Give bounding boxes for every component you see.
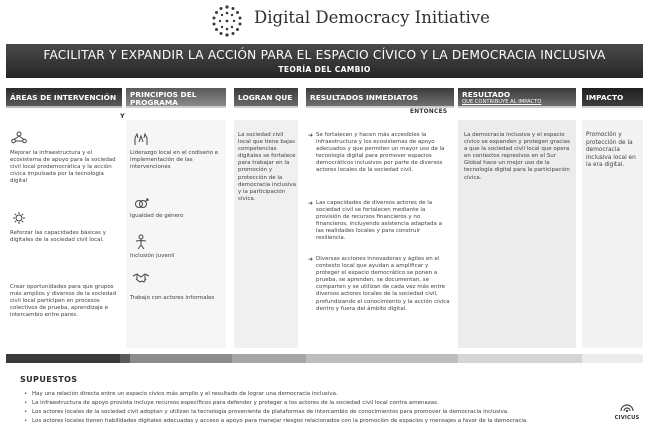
column-impacto bbox=[582, 120, 643, 348]
column-header-label: RESULTADO bbox=[462, 90, 511, 99]
immediate-result-item bbox=[308, 256, 450, 313]
column-logran bbox=[234, 120, 298, 348]
logran-text: La sociedad civil local que tiene bajas competencias digitales se fortalece para trabajar en la promoción y protección de la democracia inclusiva y la participación cívica. bbox=[238, 132, 296, 202]
page-subtitle: TEORÍA DEL CAMBIO bbox=[278, 65, 371, 74]
assumption-item: • Los actores locales tienen habilidades digitales adecuadas y acceso a apoyo para manejar riesgos relacionados con la promoción de espacios y mensajes a favor de la democracia. bbox=[24, 417, 604, 426]
principle-item: Igualdad de género bbox=[130, 213, 184, 219]
progress-segment bbox=[130, 354, 232, 363]
civicus-logo bbox=[612, 398, 642, 428]
connector-entonces: ENTONCES bbox=[410, 109, 448, 115]
column-header-label: IMPACTO bbox=[586, 93, 624, 102]
immediate-result-item bbox=[308, 132, 450, 175]
connector-y: Y bbox=[120, 112, 125, 120]
organization-name: Digital Democracy Initiative bbox=[254, 8, 490, 27]
column-principios bbox=[126, 120, 226, 348]
raised-hands-icon bbox=[132, 130, 150, 146]
column-resultados-inmediatos bbox=[306, 120, 454, 348]
column-header-logran bbox=[234, 88, 298, 108]
civicus-name: CIVICUS bbox=[614, 415, 640, 421]
column-header-impacto bbox=[582, 88, 643, 108]
column-header-label: LOGRAN QUE bbox=[238, 93, 293, 102]
assumption-item: • La infraestructura de apoyo provista incluye recursos específicos para defender y proteger a los actores de la sociedad civil local contra amenazas. bbox=[24, 399, 604, 408]
resultado-text: La democracia inclusiva y el espacio cívico se expanden y protegen gracias a que la sociedad civil local que opera en contextos represivos en el Sur Global hace un mejor uso de la tecnología digital para la participación cívica. bbox=[464, 132, 571, 181]
column-header-label: PROGRAMA bbox=[130, 97, 178, 107]
area-item: Reforzar las capacidades básicas y digitales de la sociedad civil local. bbox=[10, 230, 106, 244]
column-header-resultado bbox=[458, 88, 576, 108]
assumption-item: • Hay una relación directa entre un espacio cívico más amplio y el resultado de lograr una democracia inclusiva. bbox=[24, 390, 604, 399]
title-banner bbox=[6, 44, 643, 78]
arrow-right-icon: ➜ bbox=[308, 256, 314, 263]
flow-progress-bar bbox=[6, 354, 643, 363]
gear-settings-icon bbox=[10, 210, 28, 226]
area-item: Crear oportunidades para que grupos más amplios y diversos de la sociedad civil local participen en procesos colectivos de prueba, aprendizaje e intercambio entre pares. bbox=[10, 284, 117, 319]
column-header-principios bbox=[126, 88, 226, 108]
column-areas bbox=[6, 120, 122, 348]
progress-segment bbox=[232, 354, 306, 363]
principle-item: Inclusión juvenil bbox=[130, 253, 175, 259]
assumptions-list bbox=[24, 390, 604, 426]
progress-segment bbox=[6, 354, 120, 363]
page-header bbox=[0, 0, 649, 40]
gender-symbols-icon bbox=[132, 196, 150, 212]
arrow-right-icon: ➜ bbox=[308, 132, 314, 139]
immediate-result-text: Se fortalecen y hacen más accesibles la infraestructura y los ecosistemas de apoyo adecuados y que permiten un mayor uso de la tecnología digital para promover espacios democráticos inclusivos por parte de diversos actores locales de la sociedad civil. bbox=[316, 132, 445, 174]
area-item: Mejorar la infraestructura y el ecosistema de apoyo para la sociedad civil local prodemocrática y la acción cívica impulsada por la tecnología digital bbox=[10, 150, 116, 185]
network-people-icon bbox=[10, 130, 28, 146]
civicus-logo-icon bbox=[612, 398, 642, 414]
assumption-item: • Los actores locales de la sociedad civil adoptan y utilizan la tecnología proveniente de plataformas de intercambio de conocimientos para promover la democracia inclusiva. bbox=[24, 408, 604, 417]
arrow-right-icon: ➜ bbox=[308, 200, 314, 207]
principle-item: Liderazgo local en el codiseño e implementación de las intervenciones bbox=[130, 150, 219, 171]
impacto-text: Promoción y protección de la democracia inclusiva local en la era digital. bbox=[586, 132, 636, 169]
column-header-areas bbox=[6, 88, 122, 108]
youth-person-icon bbox=[132, 234, 150, 250]
progress-segment bbox=[582, 354, 643, 363]
dotted-globe-logo-icon bbox=[210, 4, 244, 38]
column-header-label: RESULTADOS INMEDIATOS bbox=[310, 93, 419, 102]
handshake-icon bbox=[132, 270, 150, 286]
principle-item: Trabajo con actores informales bbox=[130, 295, 215, 301]
page-title: FACILITAR Y EXPANDIR LA ACCIÓN PARA EL ESPACIO CÍVICO Y LA DEMOCRACIA INCLUSIVA bbox=[43, 48, 606, 62]
column-header-label: PRINCIPIOS DEL bbox=[130, 90, 197, 99]
immediate-result-text: Las capacidades de diversos actores de la sociedad civil se fortalecen mediante la provisión de recursos financieros y no financieros, incluyendo asistencia adaptada a las realidades locales y para construir resiliencia. bbox=[316, 200, 442, 242]
progress-segment bbox=[120, 354, 130, 363]
assumptions-title: SUPUESTOS bbox=[20, 375, 78, 384]
column-header-sublabel: QUE CONTRIBUYE AL IMPACTO bbox=[462, 98, 542, 105]
progress-segment bbox=[306, 354, 458, 363]
column-header-resultados-inmediatos bbox=[306, 88, 454, 108]
immediate-result-item bbox=[308, 200, 450, 243]
immediate-result-text: Diversas acciones innovadoras y ágiles en el contexto local que ayudan a amplificar y proteger el espacio democrático se ponen a prueba, se aprenden, se documentan, se comparten y se utilizan de cada vez más entre diversos actores locales de la sociedad civil, profundizando el conocimiento y la acción cívica dentro y fuera del ámbito digital. bbox=[316, 256, 450, 312]
column-header-label: ÁREAS DE INTERVENCIÓN bbox=[10, 93, 117, 102]
progress-segment bbox=[458, 354, 582, 363]
column-resultado bbox=[458, 120, 576, 348]
